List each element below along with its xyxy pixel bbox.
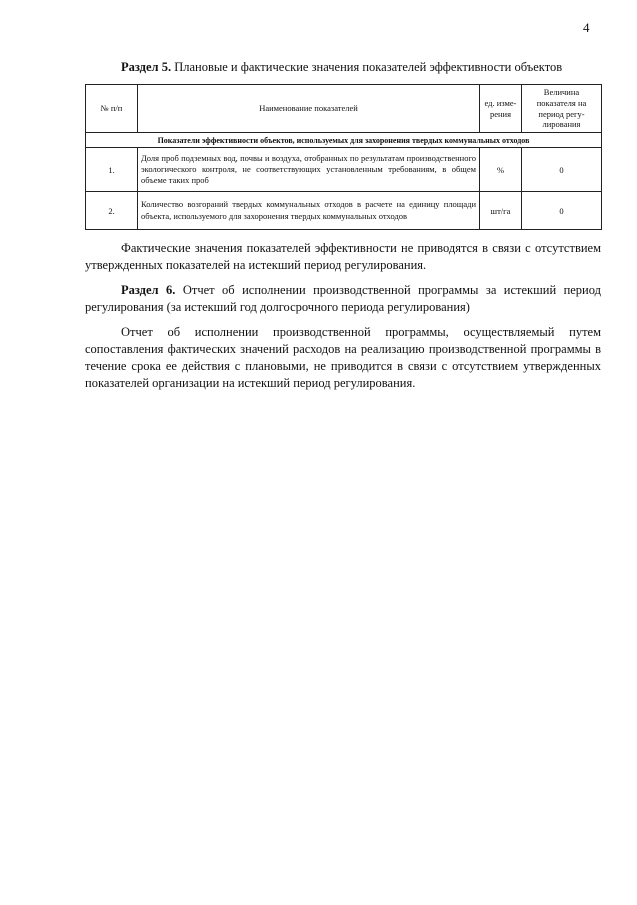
section-5-label: Раздел 5. (121, 60, 172, 74)
table-group-row (86, 133, 602, 148)
section-6-label: Раздел 6. (121, 283, 176, 297)
table-row (86, 192, 602, 230)
section-5-title: Плановые и фактические значения показателей эффективности объектов (174, 60, 563, 74)
row-value: 0 (522, 192, 602, 230)
section-5-heading (121, 60, 562, 75)
section-6-title: Отчет об исполнении производственной программы за истекший период регулирования (за истекший год долгосрочного периода регулирования) (85, 283, 601, 314)
table-row (86, 148, 602, 192)
page-number: 4 (583, 20, 590, 35)
header-name: Наименование показателей (138, 85, 480, 133)
paragraph-program-report: Отчет об исполнении производственной программы, осуществляемый путем сопоставления фактических значений расходов на реализацию производственной программы в течение срока ее действия с плановыми, не приводится в связи с отсутствием утвержденных показателей организации на истекший период регулирования. (85, 325, 601, 390)
row-name: Количество возгораний твердых коммунальных отходов в расчете на единицу площади объекта, используемого для захоронения твердых коммунальных отходов (138, 192, 480, 230)
row-unit: % (480, 148, 522, 192)
row-number: 1. (86, 148, 138, 192)
row-value: 0 (522, 148, 602, 192)
header-unit: ед. изме-рения (480, 85, 522, 133)
row-name: Доля проб подземных вод, почвы и воздуха, отобранных по результатам производственного экологического контроля, не соответствующих установленным требованиям, в общем объеме таких проб (138, 148, 480, 192)
header-number: № п/п (86, 85, 138, 133)
group-title: Показатели эффективности объектов, используемых для захоронения твердых коммунальных отходов (86, 133, 602, 148)
indicators-table (85, 84, 602, 230)
table-header-row (86, 85, 602, 133)
section-6-heading (85, 282, 601, 316)
row-number: 2. (86, 192, 138, 230)
header-value: Величина показателя на период регу-лирования (522, 85, 602, 133)
row-unit: шт/га (480, 192, 522, 230)
paragraph-no-actual-values: Фактические значения показателей эффективности не приводятся в связи с отсутствием утвержденных показателей на истекший период регулирования. (85, 241, 601, 272)
